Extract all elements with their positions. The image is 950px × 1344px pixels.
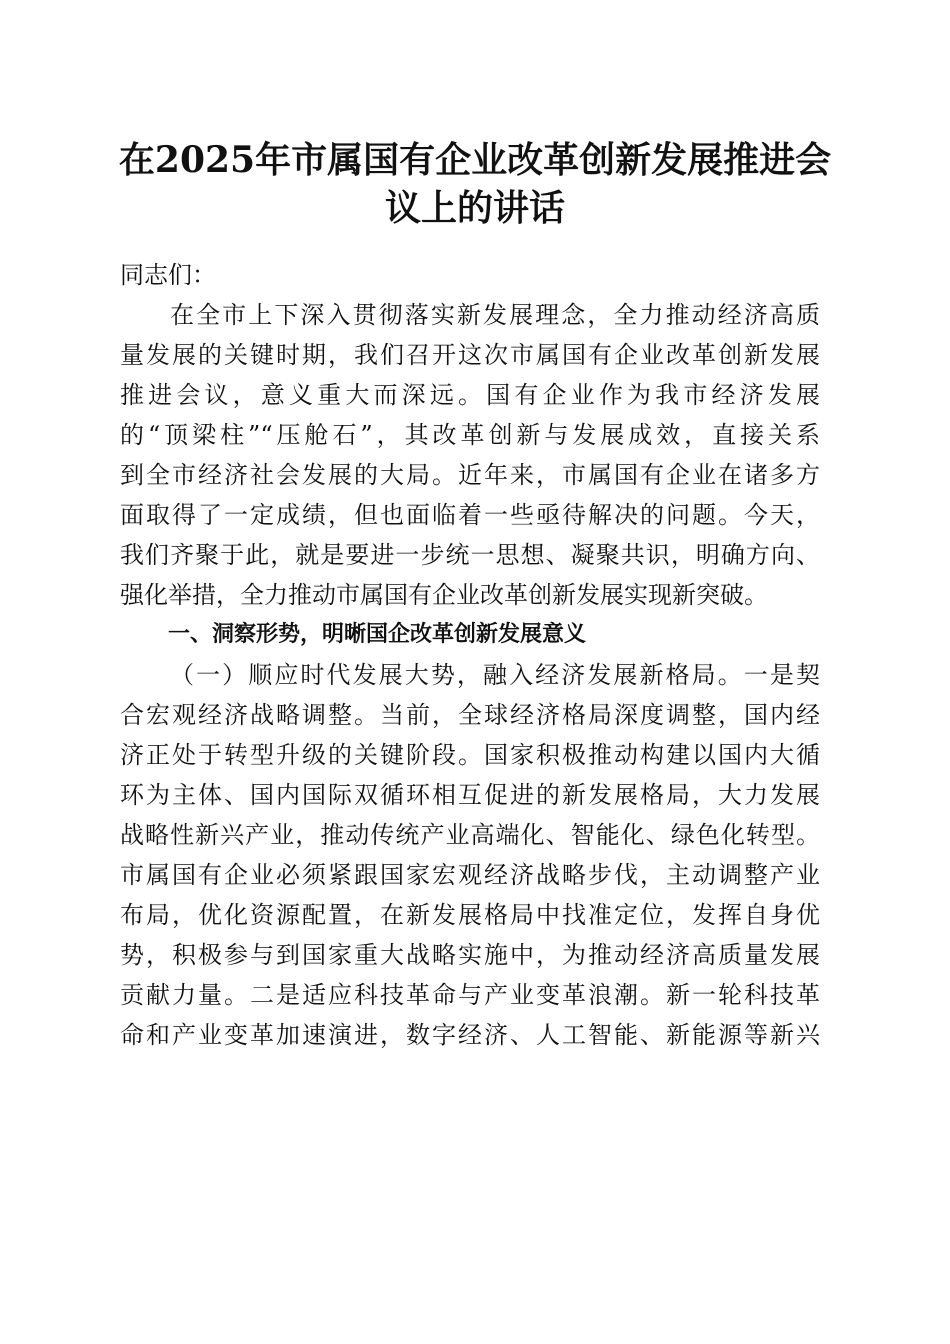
salutation: 同志们：: [120, 261, 216, 289]
paragraph-line: 布局，优化资源配置，在新发展格局中找准定位，发挥自身优: [120, 901, 820, 929]
paragraph-line: 推进会议，意义重大而深远。国有企业作为我市经济发展: [120, 381, 820, 409]
paragraph-line: 市属国有企业必须紧跟国家宏观经济战略步伐，主动调整产业: [120, 861, 820, 889]
paragraph-line: 济正处于转型升级的关键阶段。国家积极推动构建以国内大循: [120, 741, 820, 769]
title-line-2: 议上的讲话: [384, 187, 565, 229]
title-line-1: 在2025年市属国有企业改革创新发展推进会: [118, 139, 832, 181]
paragraph-line: 到全市经济社会发展的大局。近年来，市属国有企业在诸多方: [120, 461, 820, 489]
paragraph-line: （一）顺应时代发展大势，融入经济发展新格局。一是契: [170, 661, 820, 689]
paragraph-line: 的“顶梁柱”“压舱石”，其改革创新与发展成效，直接关系: [120, 421, 820, 449]
paragraph-line: 强化举措，全力推动市属国有企业改革创新发展实现新突破。: [120, 581, 768, 609]
document-body: [120, 255, 840, 1055]
section-heading: 一、洞察形势，明晰国企改革创新发展意义: [168, 622, 587, 647]
document-title: [100, 136, 850, 232]
paragraph-line: 在全市上下深入贯彻落实新发展理念，全力推动经济高质: [170, 301, 820, 329]
paragraph-line: 我们齐聚于此，就是要进一步统一思想、凝聚共识，明确方向、: [120, 541, 820, 569]
paragraph-line: 量发展的关键时期，我们召开这次市属国有企业改革创新发展: [120, 341, 820, 369]
paragraph-line: 贡献力量。二是适应科技革命与产业变革浪潮。新一轮科技革: [120, 981, 820, 1009]
paragraph-line: 命和产业变革加速演进，数字经济、人工智能、新能源等新兴: [120, 1021, 820, 1049]
paragraph-line: 面取得了一定成绩，但也面临着一些亟待解决的问题。今天，: [120, 501, 820, 529]
paragraph-line: 势，积极参与到国家重大战略实施中，为推动经济高质量发展: [120, 941, 820, 969]
paragraph-line: 合宏观经济战略调整。当前，全球经济格局深度调整，国内经: [120, 701, 820, 729]
paragraph-line: 战略性新兴产业，推动传统产业高端化、智能化、绿色化转型。: [120, 821, 820, 849]
paragraph-line: 环为主体、国内国际双循环相互促进的新发展格局，大力发展: [120, 781, 820, 809]
